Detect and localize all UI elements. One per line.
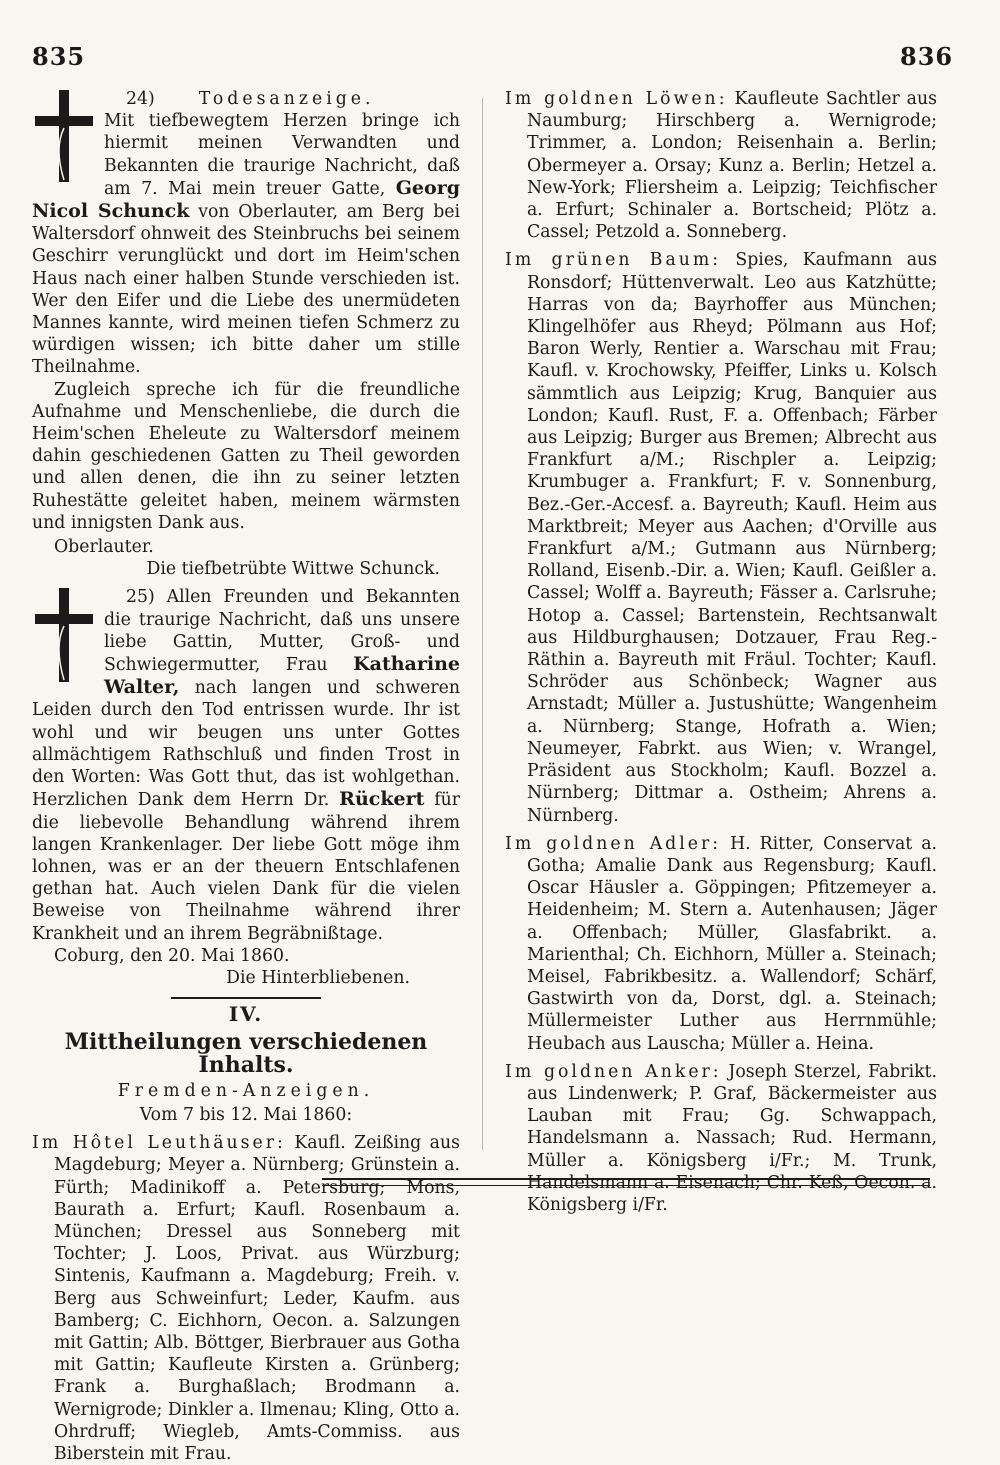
notice-24-signature: Die tiefbetrübte Wittwe Schunck. <box>146 559 440 580</box>
arrivals-goldner-loewe <box>505 88 937 243</box>
guest-list: Kaufleute Sachtler aus Naumburg; Hirschberg a. Wernigrode; Trimmer, a. London; Reisenhain a. Berlin; Obermeyer a. Orsay; Kunz a. Berlin; Hetzel a. New-York; Fliersheim a. Leipzig; Teichfischer a. Erfurt; Schinaler a. Bortscheid; Plötz a. Cassel; Petzold a. Sonneberg. <box>527 89 937 243</box>
notice-25-signature: Die Hinterbliebenen. <box>226 967 410 988</box>
hotel-name: Im goldnen Adler: <box>505 833 722 854</box>
cross-icon <box>32 88 96 184</box>
death-notice-25 <box>32 586 460 989</box>
notice-24-text-2: von Oberlauter, am Berg bei Waltersdorf ohnweit des Steinbruchs bei seinem Geschirr verunglückt und dort im Heim'schen Haus nach einer halben Stunde verschieden ist. Wer den Eifer und die Liebe des unermüdeten Mannes kannte, wird meinen tiefen Schmerz zu würdigen wissen; ich bitte daher um stille Theilnahme. <box>32 202 461 378</box>
date-range: Vom 7 bis 12. Mai 1860: <box>139 1104 353 1125</box>
guest-list: Kaufl. Zeißing aus Magdeburg; Meyer a. Nürnberg; Grünstein a. Fürth; Madinikoff a. Petersburg; Mons, Baurath a. Erfurt; Kaufl. Rosenbaum a. München; Dressel aus Sonneberg mit Tochter; J. Loos, Privat. aus Würzburg; Sintenis, Kaufmann a. Magdeburg; Freih. v. Berg aus Schweinfurt; Leder, Kaufm. aus Bamberg; C. Eichhorn, Oecon. a. Salzungen mit Gattin; Alb. Böttger, Bierbrauer aus Gotha mit Gattin; Kaufleute Kirsten a. Grünberg; Frank a. Burghaßlach; Brodmann a. Wernigrode; Dinkler a. Ilmenau; Kling, Otto a. Ohrdruff; Wiegleb, Amts-Commiss. aus Biberstein mit Frau. <box>54 1133 460 1464</box>
death-notice-24 <box>32 88 460 580</box>
section-divider <box>171 997 321 999</box>
notice-24-paragraph <box>32 110 460 378</box>
guest-list: H. Ritter, Conservat a. Gotha; Amalie Dank aus Regensburg; Kaufl. Oscar Häusler a. Göppingen; Pfitzemeyer a. Heidenheim; M. Stern a. Autenhausen; Jäger a. Offenbach; Müller, Glasfabrikt. a. Marienthal; Ch. Eichhorn, Müller a. Steinach; Meisel, Fabrikbesitz. a. Wallendorf; Schärf, Gastwirth von da, Dorst, dgl. a. Steinach; Müllermeister Luther aus Herrnmühle; Heubach aus Lauscha; Müller a. Heina. <box>527 833 937 1054</box>
notice-25-text-1: Allen Freunden und Bekannten die traurige Nachricht, daß uns unsere liebe Gattin, Mutter, Groß- und Schwiegermutter, Frau <box>104 587 460 676</box>
arrivals-goldner-adler <box>505 833 937 1055</box>
guest-list: Joseph Sterzel, Fabrikt. aus Lindenwerk; P. Graf, Bäckermeister aus Lauban mit Frau; Gg. Schwappach, Handelsmann a. Nassach; Rud. Hermann, Müller a. Königsberg i/Fr.; M. Trunk, Handelsmann a. Eisenach; Chr. Keß, Oecon. a. Königsberg i/Fr. <box>527 1061 937 1215</box>
doctor-name: Rückert <box>339 788 425 811</box>
column-divider <box>482 98 483 1150</box>
deceased-name: Georg Nicol Schunck <box>32 176 460 223</box>
notice-24-heading <box>32 88 460 110</box>
deceased-name: Katharine Walter, <box>104 653 460 699</box>
section-number: IV. <box>228 1002 264 1027</box>
notice-25-place-date: Coburg, den 20. Mai 1860. <box>54 945 290 966</box>
hotel-name: Im grünen Baum: <box>505 250 722 271</box>
left-column <box>32 88 460 1465</box>
hotel-name: Im goldnen Anker: <box>505 1061 722 1082</box>
hotel-name: Im Hôtel Leuthäuser: <box>32 1133 286 1154</box>
section-title: Mittheilungen verschiedenen Inhalts. <box>64 1029 428 1078</box>
notice-24-number: 24) <box>126 89 155 109</box>
notice-24-text-1: Mit tiefbewegtem Herzen bringe ich hiermit meinen Verwandten und Bekannten die traurige Nachricht, daß am 7. Mai mein treuer Gatte, <box>104 111 460 199</box>
arrivals-goldner-anker <box>505 1061 937 1216</box>
hotel-name: Im goldnen Löwen: <box>505 89 728 109</box>
notice-25-text-2: nach langen und schweren Leiden durch den Tod entrissen wurde. Ihr ist wohl und wir beugen uns unter Gottes allmächtigem Rathschluß und finden Trost in den Worten: Was Gott thut, das ist wohlgethan. Herzlichen Dank dem Herrn Dr. <box>32 678 460 811</box>
notice-24-title: Todesanzeige. <box>198 89 375 109</box>
cross-icon <box>32 586 96 686</box>
bottom-rule <box>322 1178 930 1186</box>
right-column <box>505 88 937 1216</box>
notice-24-paragraph-2: Zugleich spreche ich für die freundliche Aufnahme und Menschenliebe, die durch die Heim'schen Eheleute zu Waltersdorf meinem dahin geschiedenen Gatten zu Theil geworden und allen denen, die ihn zu seiner letzten Ruhestätte geleitet haben, meinem wärmsten und innigsten Dank aus. <box>32 379 460 533</box>
notice-24-place: Oberlauter. <box>54 537 154 558</box>
notice-25-paragraph <box>32 586 460 944</box>
notice-25-number: 25) <box>126 587 155 608</box>
guest-list: Spies, Kaufmann aus Ronsdorf; Hüttenverwalt. Leo aus Katzhütte; Harras von da; Bayrhoffer aus München; Klingelhöfer aus Rheyd; Pölmann aus Hof; Baron Werly, Rentier a. Warschau mit Frau; Kaufl. v. Krochowsky, Pfeiffer, Links u. Kolsch sämmtlich aus Leipzig; Krug, Banquier aus London; Kaufl. Rust, F. a. Offenbach; Färber aus Leipzig; Burger aus Bremen; Albrecht aus Frankfurt a/M.; Rischpler a. Leipzig; Krumbuger a. Frankfurt; F. v. Sonnenburg, Bez.-Ger.-Accesf. a. Bayreuth; Kaufl. Heim aus Marktbreit; Meyer aus Aachen; d'Orville aus Frankfurt a/M.; Gutmann aus Nürnberg; Rolland, Eisenb.-Dir. a. Wien; Kaufl. Geißler a. Cassel; Wolff a. Bayreuth; Fässer a. Carlsruhe; Hotop a. Cassel; Bartenstein, Rechtsanwalt aus Hildburghausen; Dotzauer, Frau Reg.-Räthin a. Bayreuth mit Fräul. Tochter; Kaufl. Schröder aus Schönbeck; Wagner aus Arnstadt; Müller a. Justushütte; Wangenheim a. Nürnberg; Stange, Hofrath a. Wien; Neumeyer, Fabrkt. aus Wien; v. Wrangel, Präsident aus Stockholm; Kaufl. Bozzel a. Nürnberg; Dittmar a. Ostheim; Ahrens a. Nürnberg. <box>527 250 937 826</box>
section-subtitle: Fremden-Anzeigen. <box>117 1080 375 1101</box>
page-number-left: 835 <box>32 42 86 71</box>
arrivals-gruener-baum <box>505 249 937 826</box>
page-number-right: 836 <box>900 42 954 71</box>
notice-25-text-3: für die liebevolle Behandlung während ihrem langen Krankenlager. Der liebe Gott möge ihm lohnen, was er an der theuern Entschlafenen gethan hat. Auch vielen Dank für die vielen Beweise von Theilnahme während ihrer Krankheit und an ihrem Begräbnißtage. <box>32 790 461 944</box>
